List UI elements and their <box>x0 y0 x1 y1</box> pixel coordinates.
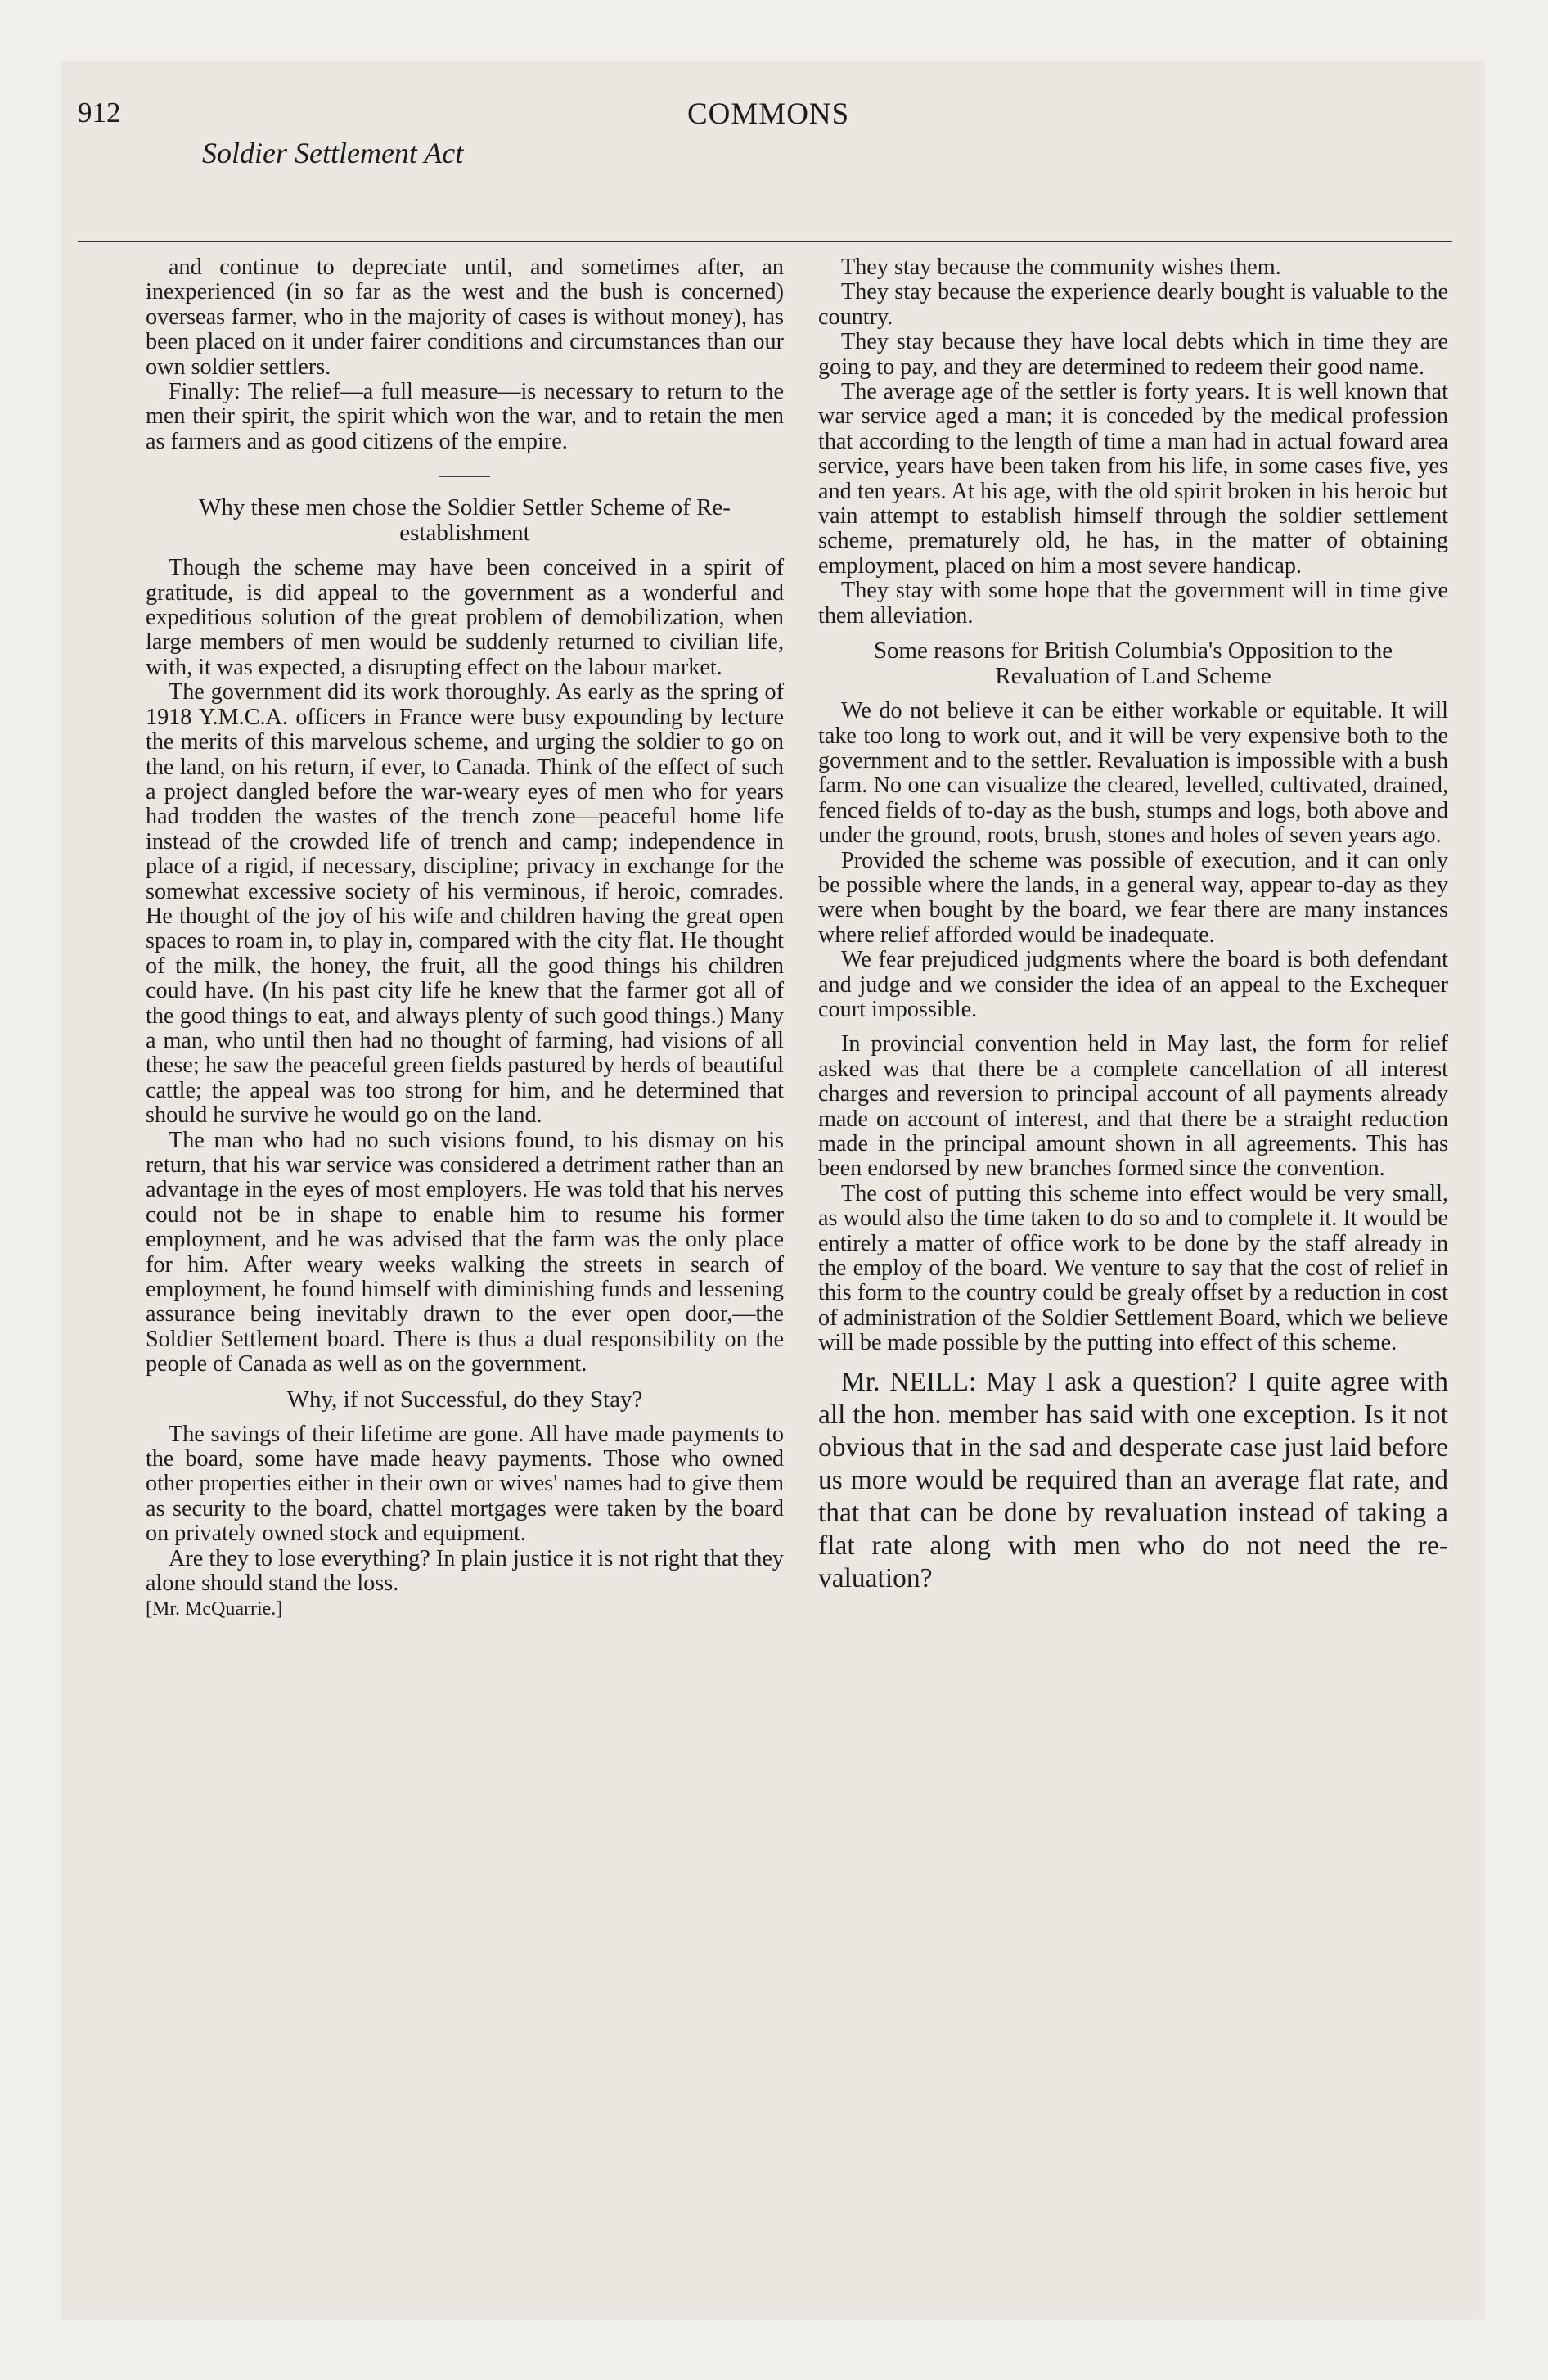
paragraph: Finally: The relief—a full measure—is necessary to return to the men their spirit, the spirit which won the war, and to retain the men as farmers and as good citizens of the empire. <box>146 379 784 454</box>
page-header <box>78 97 1452 203</box>
section-heading: Why, if not Successful, do they Stay? <box>286 1386 643 1413</box>
paragraph: and continue to depreciate until, and sometimes after, an inexperienced (in so far as the west and the bush is concerned) overseas farmer, who in the majority of cases is without money), has been placed on it under fairer conditions and circumstances than our own soldier settlers. <box>146 255 784 380</box>
speaker-question: Mr. NEILL: May I ask a question? I quite agree with all the hon. member has said with one exception. Is it not obvious that in the sad and desperate case just laid before us more would be required than an average flat rate, and that that can be done by revaluation instead of taking a flat rate along with men who do not need the re-valuation? <box>818 1366 1448 1593</box>
paragraph: Though the scheme may have been conceived in a spirit of gratitude, is did appeal to the government as a wonderful and expeditious solution of the great problem of demobilization, when large members of men would be suddenly returned to civilian life, with, it was expected, a disrupting effect on the labour market. <box>146 555 784 680</box>
section-subtitle: Soldier Settlement Act <box>202 137 464 169</box>
section-divider <box>439 476 490 477</box>
page-number: 912 <box>78 97 121 128</box>
paragraph: The government did its work thoroughly. As early as the spring of 1918 Y.M.C.A. officers in France were busy expounding by lecture the merits of this marvelous scheme, and urging the soldier to go on the land, on his return, if ever, to Canada. Think of the effect of such a project dangled before the war-weary eyes of men who for years had trodden the wastes of the trench zone—peaceful home life instead of the crowded life of trench and camp; independence in place of a rigid, if necessary, discipline; privacy in exchange for the somewhat excessive society of his verminous, if heroic, comrades. He thought of the joy of his wife and children having the great open spaces to roam in, to play in, compared with the city flat. He thought of the milk, the honey, the fruit, all the good things his children could have. (In his past city life he knew that the farmer got all of the good things to eat, and always plenty of such good things.) Many a man, who until then had no thought of farming, had visions of all these; he saw the peaceful green fields pastured by herds of beautiful cattle; the appeal was too strong for him, and he determined that should he survive he would go on the land. <box>146 679 784 1129</box>
paragraph: They stay because they have local debts which in time they are going to pay, and they are determined to redeem their good name. <box>818 329 1448 380</box>
paragraph: The average age of the settler is forty years. It is well known that war service aged a man; it is conceded by the medical profession that according to the length of time a man had in actual foward area service, years have been taken from his life, in some cases five, yes and ten years. At his age, with the old spirit broken in his heroic but vain attempt to establish himself through the soldier settlement scheme, prematurely old, he has, in the matter of obtaining employment, placed on him a most severe handicap. <box>818 379 1448 579</box>
section-heading: Why these men chose the Soldier Settler Scheme of Re-establishment <box>199 494 731 547</box>
paragraph: We fear prejudiced judgments where the board is both defendant and judge and we consider the idea of an appeal to the Exchequer court impossible. <box>818 947 1448 1022</box>
left-column <box>146 255 784 1621</box>
header-rule <box>78 241 1452 242</box>
paragraph: They stay because the community wishes them. <box>841 255 1281 280</box>
speaker-attribution: [Mr. McQuarrie.] <box>146 1598 283 1620</box>
right-column <box>818 255 1448 1595</box>
paragraph: They stay with some hope that the government will in time give them alleviation. <box>818 578 1448 629</box>
paragraph: The man who had no such visions found, to his dismay on his return, that his war service was considered a detriment rather than an advantage in the eyes of most employers. He was told that his nerves could not be in shape to enable him to resume his former employment, and he was advised that the farm was the only place for him. After weary weeks walking the streets in search of employment, he found himself with diminishing funds and lessening assurance being inevitably drawn to the ever open door,—the Soldier Settlement board. There is thus a dual responsibility on the people of Canada as well as on the government. <box>146 1127 784 1377</box>
paragraph: In provincial convention held in May last, the form for relief asked was that there be a complete cancellation of all interest charges and reversion to principal account of all payments already made on account of interest, and that there be a straight reduction made in the principal amount shown in all agreements. This has been endorsed by new branches formed since the convention. <box>818 1031 1448 1182</box>
paragraph: Are they to lose everything? In plain justice it is not right that they alone should stand the loss. <box>146 1545 784 1597</box>
section-heading: Some reasons for British Columbia's Opposition to the Revaluation of Land Scheme <box>873 638 1393 690</box>
paragraph: Provided the scheme was possible of execution, and it can only be possible where the lands, in a general way, appear to-day as they were when bought by the board, we fear there are many instances where relief afforded would be inadequate. <box>818 847 1448 948</box>
paragraph: The cost of putting this scheme into effect would be very small, as would also the time taken to do so and to complete it. It would be entirely a matter of office work to be done by the staff already in the employ of the board. We venture to say that the cost of relief in this form to the country could be grealy offset by a reduction in cost of administration of the Soldier Settlement Board, which we believe will be made possible by the putting into effect of this scheme. <box>818 1180 1448 1356</box>
paragraph: We do not believe it can be either workable or equitable. It will take too long to work out, and it will be very expensive both to the government and to the settler. Revaluation is impossible with a bush farm. No one can visualize the cleared, levelled, cultivated, drained, fenced fields of to-day as the bush, stumps and logs, both above and under the ground, roots, brush, stones and holes of seven years ago. <box>818 698 1448 849</box>
paragraph: They stay because the experience dearly bought is valuable to the country. <box>818 279 1448 330</box>
paragraph: The savings of their lifetime are gone. All have made payments to the board, some have made heavy payments. Those who owned other properties either in their own or wives' names had to give them as security to the board, chattel mortgages were taken by the board on privately owned stock and equipment. <box>146 1421 784 1547</box>
running-head: COMMONS <box>687 97 850 131</box>
